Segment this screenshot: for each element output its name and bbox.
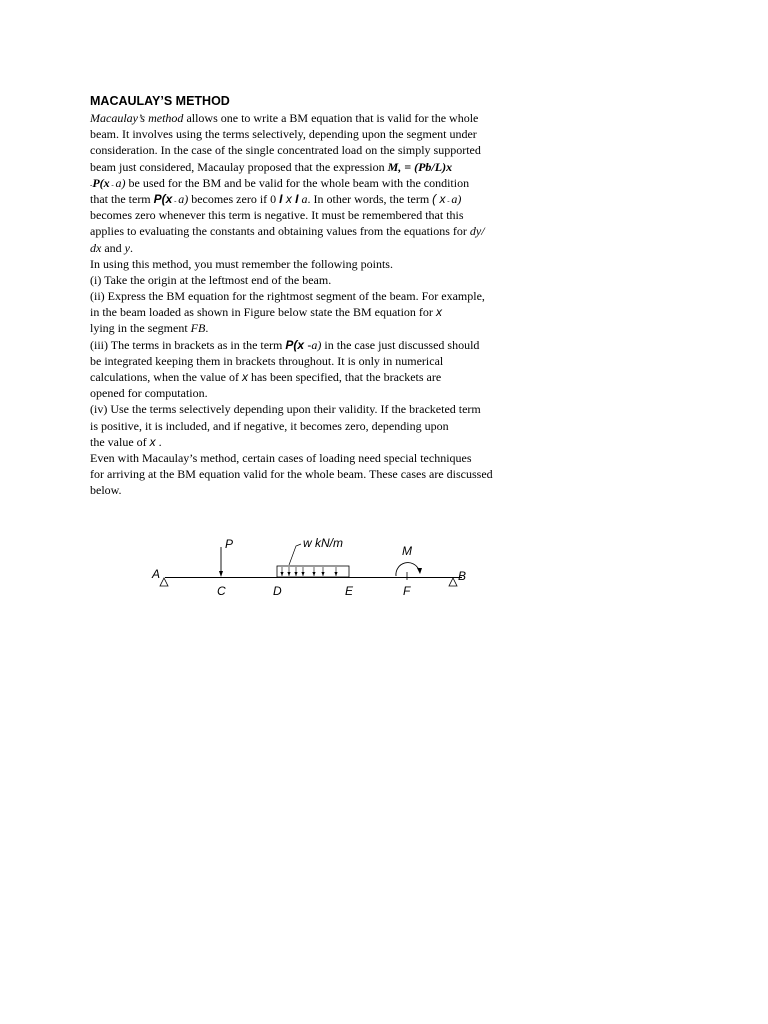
text-run: opened for computation. — [90, 386, 208, 401]
text-line — [90, 191, 540, 207]
text-run: the value of — [90, 434, 150, 449]
label-w: w kN/m — [303, 536, 343, 550]
text-run: x — [241, 370, 248, 384]
text-line — [90, 159, 540, 175]
text-line — [90, 240, 540, 256]
text-line — [90, 223, 540, 239]
label-m: M — [402, 544, 412, 558]
label-c: C — [217, 584, 226, 598]
text-run: - — [90, 180, 93, 189]
text-run: - — [172, 196, 179, 205]
text-run: I — [295, 191, 299, 206]
text-line — [90, 142, 540, 158]
text-line — [90, 418, 540, 434]
text-run: for arriving at the BM equation valid for the whole beam. These cases are discussed — [90, 467, 493, 482]
text-run: calculations, when the value of — [90, 370, 242, 384]
text-run: allows one to write a BM equation that is valid for the whole — [183, 111, 479, 125]
text-line — [90, 272, 540, 288]
text-line — [90, 207, 540, 223]
beam-figure — [148, 530, 478, 605]
text-run: (iv) Use the terms selectively depending upon their validity. If the bracketed term — [90, 402, 481, 417]
label-d: D — [273, 584, 282, 598]
label-e: E — [345, 584, 354, 598]
text-run: becomes zero whenever this term is negative. It must be remembered that this — [90, 208, 464, 223]
text-run: . — [129, 240, 133, 255]
text-line — [90, 482, 540, 498]
text-line — [90, 175, 540, 191]
text-run: be integrated keeping them in brackets throughout. It is only in numerical — [90, 353, 444, 368]
text-run: below. — [90, 483, 122, 498]
text-run: dx — [90, 240, 102, 255]
text-line — [90, 401, 540, 417]
text-run: and — [101, 240, 125, 255]
text-line — [90, 126, 540, 142]
text-line — [90, 320, 540, 336]
text-run: beam just considered, Macaulay proposed that the expression — [90, 159, 388, 174]
text-run: P(x — [153, 191, 173, 206]
text-run: that the term — [90, 191, 154, 206]
text-run: is positive, it is included, and if negative, it becomes zero, depending upon — [90, 418, 449, 433]
text-run: in the case just discussed should — [321, 337, 480, 352]
text-run: dy/ — [469, 224, 485, 239]
text-run: . — [205, 321, 209, 336]
text-run: - — [445, 196, 452, 205]
text-line — [90, 385, 540, 401]
text-run: P(x — [285, 337, 305, 352]
udl-arrowheads — [280, 572, 337, 576]
support-b-icon — [449, 578, 457, 586]
text-run: x — [435, 305, 442, 320]
text-run: - — [304, 337, 312, 352]
text-run: beam. It involves using the terms selectively, depending upon the segment under — [90, 127, 477, 142]
text-run: (i) Take the origin at the leftmost end of the beam. — [90, 272, 332, 287]
text-line — [90, 353, 540, 369]
text-line — [90, 304, 540, 320]
moment-arrowhead-icon — [417, 568, 422, 574]
text-line — [90, 369, 540, 385]
body-text — [90, 110, 540, 499]
text-run: x — [282, 191, 296, 206]
text-run: a) — [311, 337, 322, 352]
text-line — [90, 450, 540, 466]
text-run: I — [279, 191, 283, 206]
text-line — [90, 256, 540, 272]
text-run: y — [124, 240, 130, 255]
text-run: P(x — [92, 175, 110, 190]
text-run: (iii) The terms in brackets as in the term — [90, 337, 286, 352]
text-run: has been specified, that the brackets are — [247, 370, 442, 384]
label-p: P — [225, 537, 234, 551]
text-run: be used for the BM and be valid for the whole beam with the condition — [125, 175, 470, 190]
text-line — [90, 466, 540, 482]
text-line — [90, 434, 540, 450]
support-a-icon — [160, 578, 168, 586]
text-run: ( x — [432, 191, 446, 206]
text-run: a) — [178, 191, 189, 206]
text-run: - — [109, 180, 116, 189]
text-run: . In other words, the term — [307, 191, 433, 206]
text-line — [90, 110, 540, 126]
text-run: In using this method, you must remember the following points. — [90, 256, 393, 271]
text-run: (ii) Express the BM equation for the rightmost segment of the beam. For example, — [90, 289, 485, 304]
point-load-arrowhead-icon — [219, 571, 223, 577]
text-line — [90, 288, 540, 304]
text-run: consideration. In the case of the single concentrated load on the simply supported — [90, 143, 481, 158]
text-run: Even with Macaulay’s method, certain cases of loading need special techniques — [90, 450, 472, 465]
text-run: a — [298, 191, 308, 206]
text-line — [90, 337, 540, 353]
text-run: a) — [451, 191, 462, 206]
udl-arrows — [282, 567, 336, 576]
text-run: M, = (Pb/L)x — [387, 159, 453, 174]
text-run: FB — [190, 321, 206, 336]
udl-leader — [289, 544, 301, 565]
moment-arc-icon — [396, 563, 419, 576]
text-run: x . — [149, 434, 163, 449]
udl-box — [277, 566, 349, 577]
label-f: F — [403, 584, 411, 598]
text-run: becomes zero if 0 — [188, 191, 280, 206]
section-heading: MACAULAY’S METHOD — [90, 94, 230, 108]
text-run: a) — [115, 175, 126, 190]
text-run: applies to evaluating the constants and obtaining values from the equations for — [90, 224, 470, 239]
text-run: lying in the segment — [90, 321, 191, 336]
text-run: in the beam loaded as shown in Figure below state the BM equation for — [90, 305, 436, 320]
label-a: A — [152, 567, 161, 581]
text-run: Macaulay’s method — [90, 111, 184, 125]
label-b: B — [458, 569, 467, 583]
